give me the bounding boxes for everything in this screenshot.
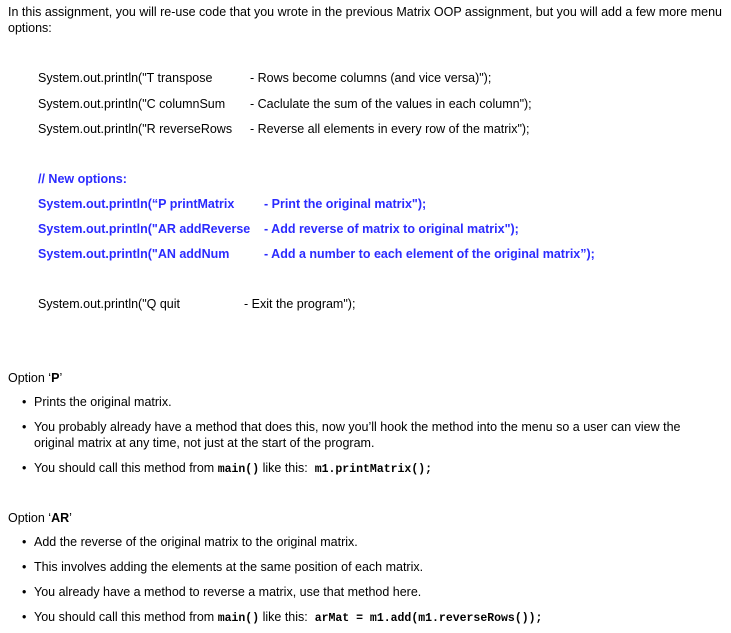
main-code: main()	[217, 612, 260, 625]
menu-line-quit-desc: - Exit the program");	[244, 297, 356, 311]
main-code: main()	[217, 463, 260, 476]
menu-line-columnsum-code: System.out.println("C columnSum	[38, 97, 226, 111]
menu-line-printmatrix-desc: - Print the original matrix");	[264, 197, 427, 211]
option-ar-bullet-3: You already have a method to reverse a matrix, use that method here.	[34, 585, 422, 599]
option-ar-heading: Option ‘AR’	[8, 511, 72, 525]
menu-line-transpose-desc: - Rows become columns (and vice versa)");	[250, 71, 492, 85]
intro-paragraph: In this assignment, you will re-use code that you wrote in the previous Matrix OOP assignment, but you will add a few more menu options:	[8, 5, 722, 35]
bullet-icon: •	[22, 395, 27, 409]
menu-line-reverserows-code: System.out.println("R reverseRows	[38, 122, 233, 136]
bullet-icon: •	[22, 461, 27, 475]
menu-line-reverserows-desc: - Reverse all elements in every row of the matrix");	[250, 122, 530, 136]
option-p-bullet-3: You should call this method from main() like this: m1.printMatrix();	[34, 461, 433, 476]
bullet-icon: •	[22, 535, 27, 549]
menu-line-transpose-code: System.out.println("T transpose	[38, 71, 213, 85]
option-ar-bullet-2: This involves adding the elements at the same position of each matrix.	[34, 560, 424, 574]
menu-line-addnum-code: System.out.println("AN addNum	[38, 247, 230, 261]
menu-line-columnsum-desc: - Caclulate the sum of the values in each column");	[250, 97, 532, 111]
bullet-icon: •	[22, 585, 27, 599]
option-ar-bullet-4: You should call this method from main() like this: arMat = m1.add(m1.reverseRows());	[34, 610, 543, 625]
menu-line-addreverse-code: System.out.println("AR addReverse	[38, 222, 251, 236]
add-reverse-call-code: arMat = m1.add(m1.reverseRows());	[314, 612, 543, 625]
option-p-heading: Option ‘P’	[8, 371, 63, 385]
option-p-bullet-1: Prints the original matrix.	[34, 395, 172, 409]
menu-line-addreverse-desc: - Add reverse of matrix to original matrix");	[264, 222, 519, 236]
printmatrix-call-code: m1.printMatrix();	[314, 463, 433, 476]
new-options-comment: // New options:	[38, 172, 127, 186]
option-p-bullet-2: You probably already have a method that does this, now you’ll hook the method into the menu so a user can view the original matrix at any time, not just at the start of the program.	[34, 420, 681, 450]
bullet-icon: •	[22, 420, 27, 434]
bullet-icon: •	[22, 610, 27, 624]
option-ar-bullet-1: Add the reverse of the original matrix to the original matrix.	[34, 535, 358, 549]
menu-line-addnum-desc: - Add a number to each element of the original matrix”);	[264, 247, 595, 261]
menu-line-printmatrix-code: System.out.println(“P printMatrix	[38, 197, 235, 211]
bullet-icon: •	[22, 560, 27, 574]
menu-line-quit-code: System.out.println("Q quit	[38, 297, 180, 311]
